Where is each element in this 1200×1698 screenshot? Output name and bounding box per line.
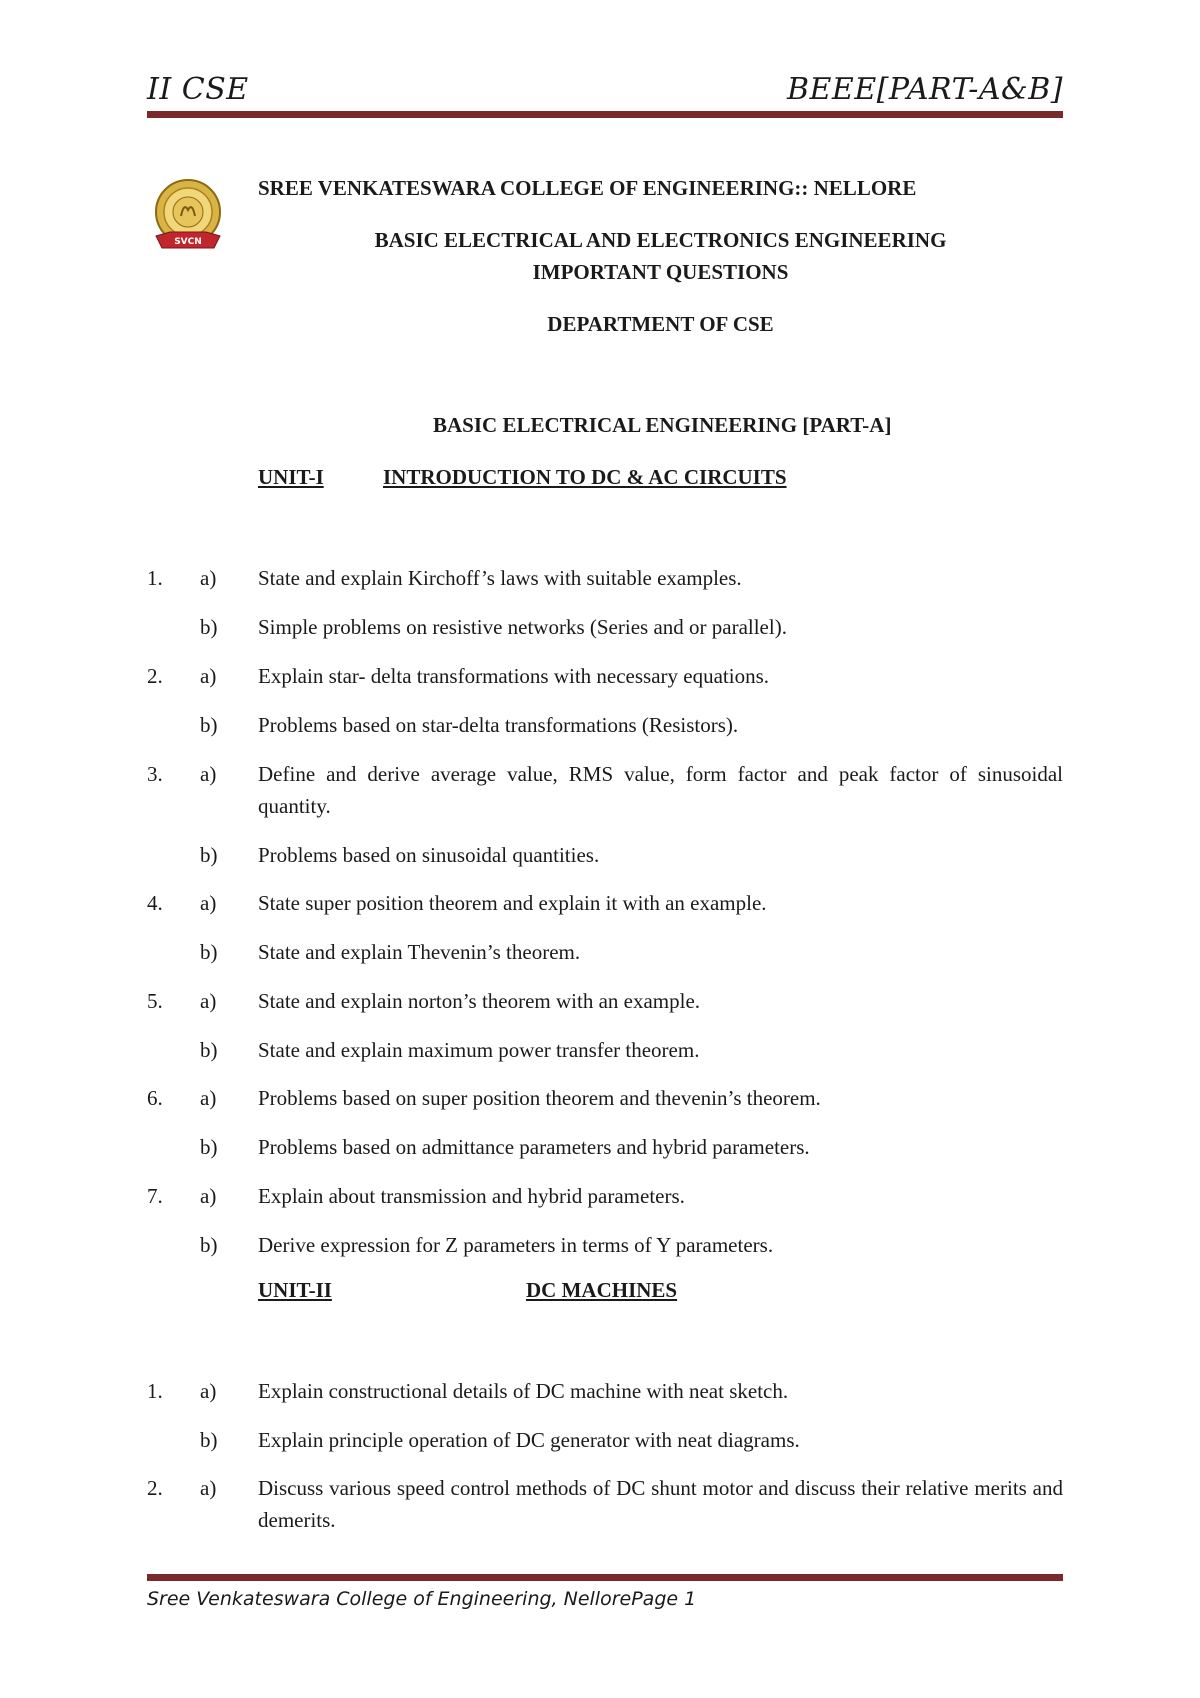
question-text: Explain constructional details of DC machine with neat sketch. [258,1379,789,1403]
question-part: b) [200,1038,218,1062]
question-part: b) [200,615,218,639]
question-part: a) [200,566,217,590]
question-text: Problems based on admittance parameters and hybrid parameters. [258,1135,810,1159]
department-title: DEPARTMENT OF CSE [547,312,774,336]
question-text: Define and derive average value, RMS value, form factor and peak factor of sinusoidal quantity. [258,762,1063,818]
question-text: Problems based on super position theorem and thevenin’s theorem. [258,1086,821,1110]
question-text: Derive expression for Z parameters in terms of Y parameters. [258,1233,774,1257]
unit1-title: INTRODUCTION TO DC & AC CIRCUITS [383,465,787,489]
important-questions-title: IMPORTANT QUESTIONS [532,260,789,284]
question-part: a) [200,664,217,688]
question-number: 2. [147,664,163,688]
subject-title: BASIC ELECTRICAL AND ELECTRONICS ENGINEERING [374,228,947,252]
question-text: State and explain Kirchoff’s laws with suitable examples. [258,566,742,590]
question-number: 6. [147,1086,163,1110]
question-part: a) [200,1379,217,1403]
question-text: Simple problems on resistive networks (Series and or parallel). [258,615,787,639]
question-text: Explain about transmission and hybrid parameters. [258,1184,685,1208]
question-text: Problems based on star-delta transformations (Resistors). [258,713,739,737]
svg-text:SVCN: SVCN [174,237,202,247]
question-text: State and explain maximum power transfer theorem. [258,1038,700,1062]
question-number: 2. [147,1476,163,1500]
footer-rule [147,1574,1063,1581]
college-seal-logo-icon [150,176,226,258]
question-number: 1. [147,566,163,590]
question-text: Explain principle operation of DC generator with neat diagrams. [258,1428,800,1452]
college-name: SREE VENKATESWARA COLLEGE OF ENGINEERING:: NELLORE [258,176,917,200]
footer-text: Sree Venkateswara College of Engineering, NellorePage 1 [147,1588,697,1610]
question-number: 4. [147,891,163,915]
part-a-title: BASIC ELECTRICAL ENGINEERING [PART-A] [433,413,892,437]
question-part: b) [200,713,218,737]
question-part: b) [200,1135,218,1159]
question-number: 1. [147,1379,163,1403]
header-right: BEEE[PART-A&B] [786,72,1063,107]
unit2-label: UNIT-II [258,1278,332,1302]
question-part: b) [200,1428,218,1452]
question-part: a) [200,989,217,1013]
question-part: b) [200,940,218,964]
question-text: State and explain Thevenin’s theorem. [258,940,581,964]
header-left: II CSE [147,72,249,107]
question-number: 5. [147,989,163,1013]
question-text: State super position theorem and explain it with an example. [258,891,767,915]
question-text: Problems based on sinusoidal quantities. [258,843,600,867]
question-part: b) [200,843,218,867]
header-rule [147,111,1063,118]
question-part: a) [200,1476,217,1500]
question-text: Explain star- delta transformations with necessary equations. [258,664,770,688]
question-part: a) [200,762,217,786]
unit1-label: UNIT-I [258,465,324,489]
question-part: b) [200,1233,218,1257]
question-part: a) [200,1184,217,1208]
question-text: State and explain norton’s theorem with an example. [258,989,701,1013]
question-number: 7. [147,1184,163,1208]
unit2-title: DC MACHINES [526,1278,678,1302]
question-part: a) [200,1086,217,1110]
question-text: Discuss various speed control methods of DC shunt motor and discuss their relative merits and demerits. [258,1476,1063,1532]
question-part: a) [200,891,217,915]
question-number: 3. [147,762,163,786]
